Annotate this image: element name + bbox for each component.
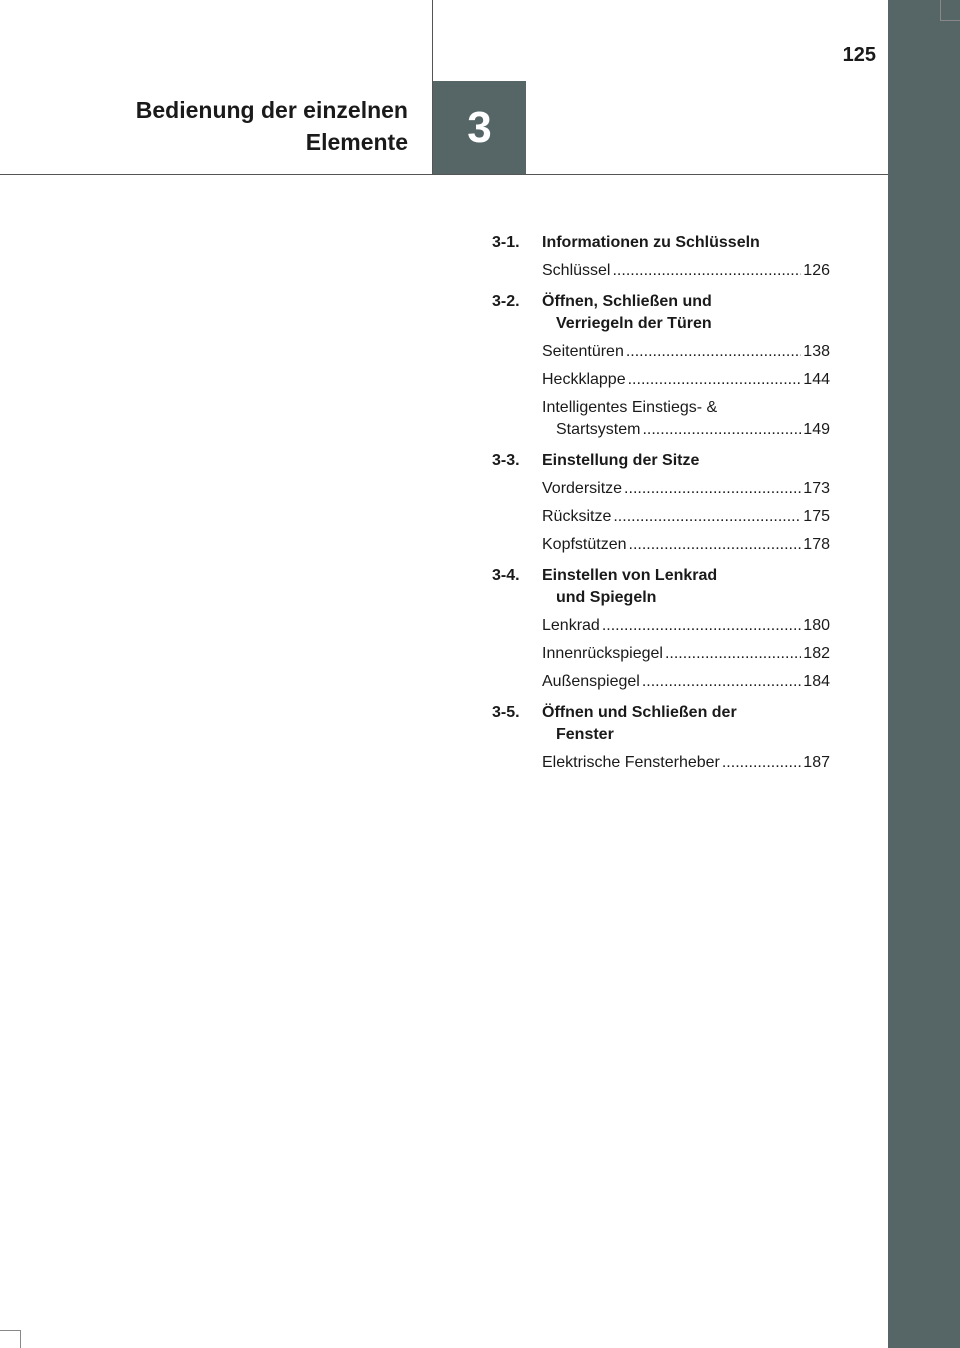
toc-entry-label: Startsystem xyxy=(556,421,641,438)
toc-entry-page: 182 xyxy=(803,645,830,662)
section-title xyxy=(542,702,830,746)
toc-entry[interactable] xyxy=(542,397,830,441)
toc-section xyxy=(492,291,830,441)
toc-entry-label: Rücksitze xyxy=(542,508,612,525)
toc-entry-label: Seitentüren xyxy=(542,343,624,360)
section-title-line: Einstellen von Lenkrad xyxy=(542,567,718,584)
toc-entry-page: 175 xyxy=(803,508,830,525)
crop-mark xyxy=(940,20,960,21)
toc-entry-page: 173 xyxy=(803,480,830,497)
dot-leader xyxy=(722,752,801,774)
chapter-title xyxy=(60,94,408,158)
toc-entry-label: Vordersitze xyxy=(542,480,623,497)
dot-leader xyxy=(629,534,802,556)
section-title xyxy=(542,565,830,609)
toc-entry[interactable] xyxy=(542,671,830,693)
toc-entry-line xyxy=(542,643,830,665)
toc-section xyxy=(492,450,830,556)
crop-mark xyxy=(0,1330,20,1331)
chapter-title-line-1: Bedienung der einzelnen xyxy=(135,97,408,123)
crop-mark xyxy=(20,1330,21,1348)
toc-entry-line xyxy=(542,260,830,282)
toc-entry-line xyxy=(542,419,830,441)
section-heading xyxy=(492,450,830,472)
header-divider-horizontal xyxy=(0,174,888,175)
chapter-title-line-2: Elemente xyxy=(305,129,408,155)
dot-leader xyxy=(628,369,802,391)
toc-entry-page: 184 xyxy=(803,673,830,690)
toc-entry-label: Lenkrad xyxy=(542,617,600,634)
dot-leader xyxy=(665,643,801,665)
toc-entry-line xyxy=(542,506,830,528)
section-heading xyxy=(492,291,830,335)
section-title-line: Einstellung der Sitze xyxy=(542,452,700,469)
section-heading xyxy=(492,232,830,254)
dot-leader xyxy=(613,506,801,528)
section-number: 3-4. xyxy=(492,567,520,584)
toc-entry[interactable] xyxy=(542,478,830,500)
section-title xyxy=(542,450,830,472)
toc-section xyxy=(492,565,830,693)
crop-mark xyxy=(940,0,941,20)
toc-entry-line xyxy=(542,534,830,556)
section-number: 3-1. xyxy=(492,234,520,251)
chapter-number-tab: 3 xyxy=(433,81,526,174)
section-title xyxy=(542,291,830,335)
section-number: 3-5. xyxy=(492,704,520,721)
toc-entry-line xyxy=(542,369,830,391)
toc-entry[interactable] xyxy=(542,369,830,391)
toc-entry-label: Innenrückspiegel xyxy=(542,645,663,662)
toc-entry-label: Schlüssel xyxy=(542,262,611,279)
toc-entry-label: Heckklappe xyxy=(542,371,626,388)
toc-entry[interactable] xyxy=(542,506,830,528)
section-title-line: Informationen zu Schlüsseln xyxy=(542,234,760,251)
toc-entry-page: 178 xyxy=(803,536,830,553)
section-title-line: Fenster xyxy=(556,726,614,743)
toc-entry-line xyxy=(542,671,830,693)
toc-entry-label: Kopfstützen xyxy=(542,536,627,553)
section-title-line: Öffnen und Schließen der xyxy=(542,704,737,721)
toc-entry-line xyxy=(542,752,830,774)
section-title xyxy=(542,232,830,254)
toc-section xyxy=(492,232,830,282)
section-title-line: Öffnen, Schließen und xyxy=(542,293,712,310)
dot-leader xyxy=(602,615,801,637)
page-number: 125 xyxy=(842,44,876,66)
section-heading xyxy=(492,565,830,609)
dot-leader xyxy=(612,260,801,282)
toc-entry[interactable] xyxy=(542,260,830,282)
dot-leader xyxy=(642,419,801,441)
toc-entry-line xyxy=(542,341,830,363)
dot-leader xyxy=(642,671,801,693)
toc-entry-page: 144 xyxy=(803,371,830,388)
dot-leader xyxy=(626,341,801,363)
toc-entry-line xyxy=(542,478,830,500)
toc-entry-page: 187 xyxy=(803,754,830,771)
toc-entry-page: 126 xyxy=(803,262,830,279)
toc-entry[interactable] xyxy=(542,341,830,363)
toc-entry[interactable] xyxy=(542,752,830,774)
toc-entry-label: Elektrische Fensterheber xyxy=(542,754,720,771)
toc-section xyxy=(492,702,830,774)
toc-entry[interactable] xyxy=(542,615,830,637)
section-number: 3-2. xyxy=(492,293,520,310)
section-number: 3-3. xyxy=(492,452,520,469)
table-of-contents xyxy=(492,232,830,783)
section-title-line: Verriegeln der Türen xyxy=(556,315,712,332)
chapter-side-bar xyxy=(888,0,960,1348)
toc-entry-label: Außenspiegel xyxy=(542,673,640,690)
toc-entry[interactable] xyxy=(542,643,830,665)
section-title-line: und Spiegeln xyxy=(556,589,657,606)
toc-entry-page: 180 xyxy=(803,617,830,634)
section-heading xyxy=(492,702,830,746)
toc-entry-label: Intelligentes Einstiegs- & xyxy=(542,399,718,416)
toc-entry-line xyxy=(542,397,830,419)
dot-leader xyxy=(624,478,801,500)
toc-entry-page: 138 xyxy=(803,343,830,360)
toc-entry[interactable] xyxy=(542,534,830,556)
toc-entry-line xyxy=(542,615,830,637)
toc-entry-page: 149 xyxy=(803,421,830,438)
